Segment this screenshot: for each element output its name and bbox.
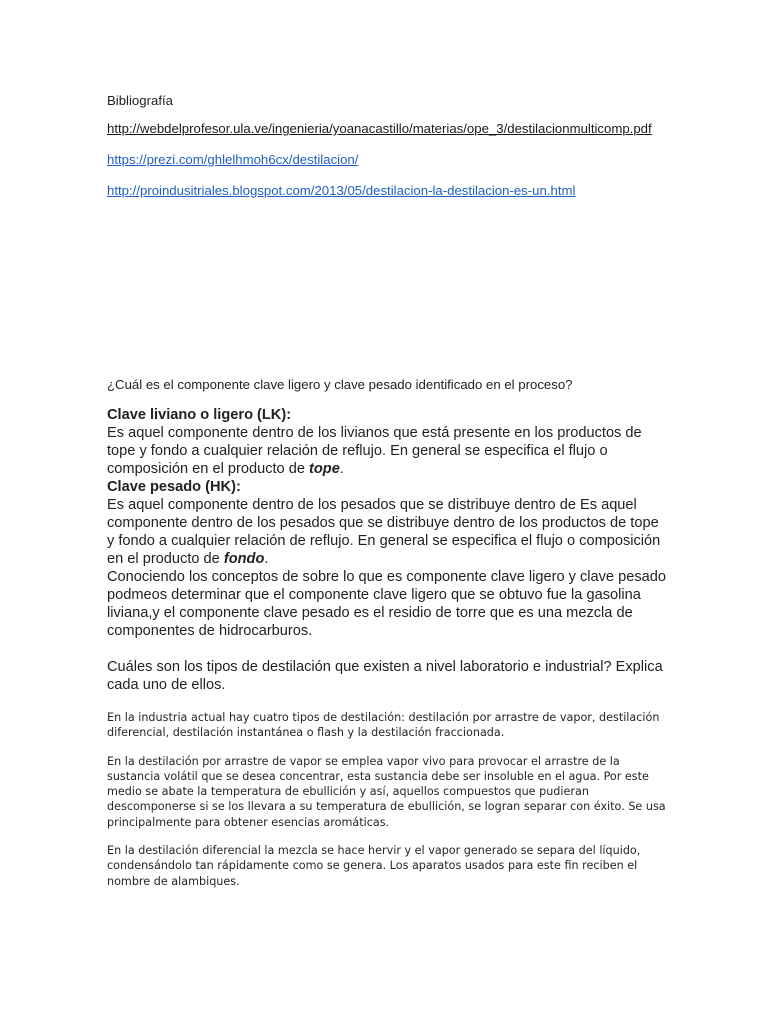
heavy-key-end: . — [264, 551, 269, 567]
spacer — [107, 640, 667, 658]
light-key-heading: Clave liviano o ligero (LK): — [107, 407, 292, 423]
light-key-text: Es aquel componente dentro de los livianos que está presente en los productos de tope y fondo a cualquier relación de reflujo. En general se especifica el flujo o composición en el producto de — [107, 425, 642, 477]
bibliography-link-prezi[interactable]: https://prezi.com/ghlelhmoh6cx/destilacion/ — [107, 152, 359, 167]
distillation-types-section — [107, 710, 667, 902]
light-key-emphasis: tope — [309, 461, 340, 477]
heavy-key-heading: Clave pesado (HK): — [107, 479, 241, 495]
bibliography-link-ula[interactable]: http://webdelprofesor.ula.ve/ingenieria/yoanacastillo/materias/ope_3/destilacionmulticomp.pdf — [107, 121, 652, 136]
heavy-key-text: Es aquel componente dentro de los pesados que se distribuye dentro de Es aquel componente dentro de los pesados que se distribuye dentro de los productos de tope y fondo a cualquier relación de reflujo. En general se especifica el flujo o composición en el producto de — [107, 497, 661, 567]
question-distillation-types: Cuáles son los tipos de destilación que existen a nivel laboratorio e industrial? Explica cada uno de ellos. — [107, 659, 663, 693]
bibliography-section — [107, 92, 668, 200]
paragraph-differential-distillation: En la destilación diferencial la mezcla se hace hervir y el vapor generado se separa del líquido, condensándolo tan rápidamente como se genera. Los aparatos usados para este fin reciben el nombre de alambiques. — [107, 844, 641, 888]
answer-section — [107, 406, 667, 694]
light-key-definition — [107, 424, 667, 478]
light-key-end: . — [339, 461, 344, 477]
paragraph-intro: En la industria actual hay cuatro tipos de destilación: destilación por arrastre de vapor, destilación diferencial, destilación instantánea o flash y la destilación fraccionada. — [107, 711, 660, 740]
paragraph-steam-distillation: En la destilación por arrastre de vapor se emplea vapor vivo para provocar el arrastre de la sustancia volátil que se desea concentrar, esta sustancia debe ser insoluble en el agua. Por este medio se abate la temperatura de ebullición y así, aquellos compuestos que pudieran descomponerse si se los llevara a su temperatura de ebullición, se logran separar con éxito. Se usa principalmente para obtener esencias aromáticas. — [107, 754, 666, 829]
bibliography-title: Bibliografía — [107, 93, 173, 108]
conclusion-paragraph: Conociendo los conceptos de sobre lo que es componente clave ligero y clave pesado podmeos determinar que el componente clave ligero que se obtuvo fue la gasolina liviana,y el componente clave pesado es el residio de torre que es una mezcla de componentes de hidrocarburos. — [107, 569, 666, 639]
question-key-components: ¿Cuál es el componente clave ligero y clave pesado identificado en el proceso? — [107, 377, 573, 392]
heavy-key-definition — [107, 496, 667, 568]
bibliography-link-blogspot[interactable]: http://proindusitriales.blogspot.com/2013/05/destilacion-la-destilacion-es-un.html — [107, 183, 576, 198]
heavy-key-emphasis: fondo — [223, 551, 265, 567]
